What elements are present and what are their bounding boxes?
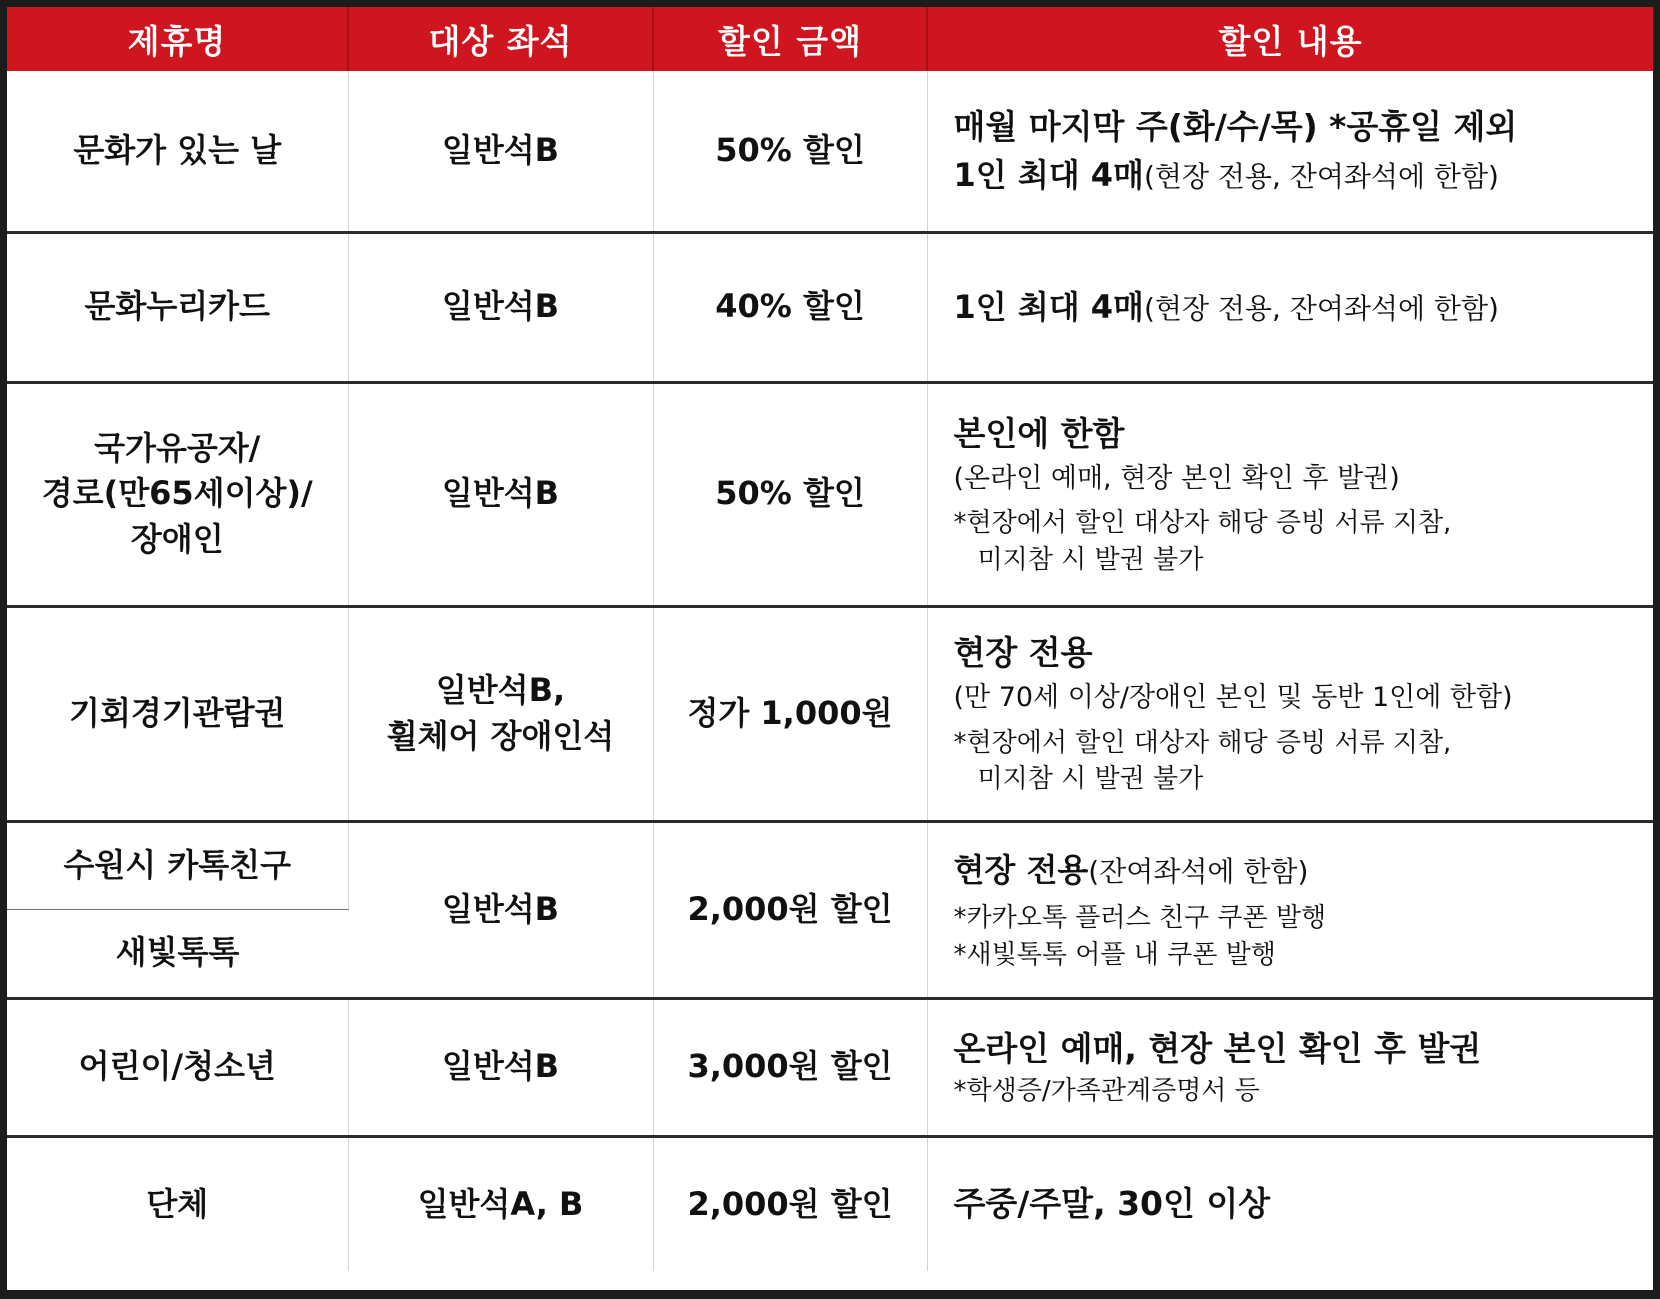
row-seat: 일반석B	[348, 232, 653, 382]
row-name: 어린이/청소년	[7, 998, 348, 1136]
row-name: 수원시 카톡친구	[7, 821, 348, 909]
detail-normal: (잔여좌석에 한함)	[1088, 855, 1309, 889]
discount-table	[7, 7, 1653, 1271]
table-row	[7, 606, 1653, 821]
detail-note: *현장에서 할인 대상자 해당 증빙 서류 지참,	[953, 508, 1452, 539]
row-detail	[927, 382, 1653, 606]
table-row	[7, 821, 1653, 909]
row-name-line: 국가유공자/	[94, 428, 261, 467]
row-detail	[927, 71, 1653, 232]
row-discount: 40% 할인	[653, 232, 927, 382]
row-detail	[927, 232, 1653, 382]
detail-title: 본인에 한함	[953, 413, 1125, 453]
row-seat: 일반석B	[348, 71, 653, 232]
header-discount-amount: 할인 금액	[653, 7, 927, 71]
detail-note: *새빛톡톡 어플 내 쿠폰 발행	[953, 939, 1276, 970]
row-detail	[927, 1136, 1653, 1271]
table-row	[7, 71, 1653, 232]
detail-line: (온라인 예매, 현장 본인 확인 후 발권)	[953, 462, 1400, 494]
header-partnership: 제휴명	[7, 7, 348, 71]
detail-note: *현장에서 할인 대상자 해당 증빙 서류 지참,	[953, 727, 1452, 758]
detail-note: *학생증/가족관계증명서 등	[953, 1075, 1260, 1106]
row-detail	[927, 821, 1653, 998]
detail-title: 온라인 예매, 현장 본인 확인 후 발권	[953, 1028, 1482, 1068]
row-discount: 2,000원 할인	[653, 1136, 927, 1271]
row-seat: 일반석A, B	[348, 1136, 653, 1271]
detail-bold: 1인 최대 4매	[953, 288, 1144, 326]
detail-line	[954, 846, 1644, 894]
detail-normal: (현장 전용, 잔여좌석에 한함)	[1143, 292, 1499, 325]
table-row	[7, 232, 1653, 382]
header-discount-detail: 할인 내용	[927, 7, 1653, 71]
row-name: 문화가 있는 날	[7, 71, 348, 232]
detail-note: 미지참 시 발권 불가	[977, 544, 1204, 575]
row-name: 새빛톡톡	[7, 909, 348, 998]
row-discount: 50% 할인	[653, 71, 927, 232]
row-detail	[927, 998, 1653, 1136]
detail-normal: (현장 전용, 잔여좌석에 한함)	[1143, 159, 1499, 193]
row-name: 단체	[7, 1136, 348, 1271]
row-name: 문화누리카드	[7, 232, 348, 382]
detail-title: 현장 전용	[953, 633, 1093, 673]
detail-title: 주중/주말, 30인 이상	[953, 1184, 1271, 1224]
discount-table-frame	[7, 7, 1653, 1290]
row-seat-line: 일반석B,	[435, 671, 566, 710]
row-seat: 일반석B	[348, 998, 653, 1136]
row-discount: 2,000원 할인	[653, 821, 927, 998]
row-discount: 정가 1,000원	[653, 606, 927, 821]
table-row	[7, 382, 1653, 606]
detail-note: *카카오톡 플러스 친구 쿠폰 발행	[953, 903, 1327, 934]
row-name-line: 장애인	[130, 519, 224, 558]
row-name: 기회경기관람권	[7, 606, 348, 821]
detail-note: 미지참 시 발권 불가	[977, 764, 1204, 795]
table-row	[7, 1136, 1653, 1271]
row-discount: 3,000원 할인	[653, 998, 927, 1136]
detail-line: 매월 마지막 주(화/수/목) *공휴일 제외	[953, 106, 1518, 146]
row-seat: 일반석B	[348, 821, 653, 998]
header-target-seat: 대상 좌석	[348, 7, 653, 71]
row-discount: 50% 할인	[653, 382, 927, 606]
row-seat-line: 휠체어 장애인석	[386, 716, 615, 755]
table-header-row	[7, 7, 1653, 71]
row-name	[7, 382, 348, 606]
detail-line: (만 70세 이상/장애인 본인 및 동반 1인에 한함)	[953, 682, 1513, 714]
row-detail	[927, 606, 1653, 821]
row-name-line: 경로(만65세이상)/	[41, 474, 313, 513]
detail-line	[954, 151, 1644, 199]
detail-bold: 현장 전용	[953, 851, 1089, 890]
detail-bold: 1인 최대 4매	[953, 155, 1144, 194]
detail-line	[954, 283, 1644, 331]
row-seat: 일반석B	[348, 382, 653, 606]
table-row	[7, 998, 1653, 1136]
row-seat	[348, 606, 653, 821]
